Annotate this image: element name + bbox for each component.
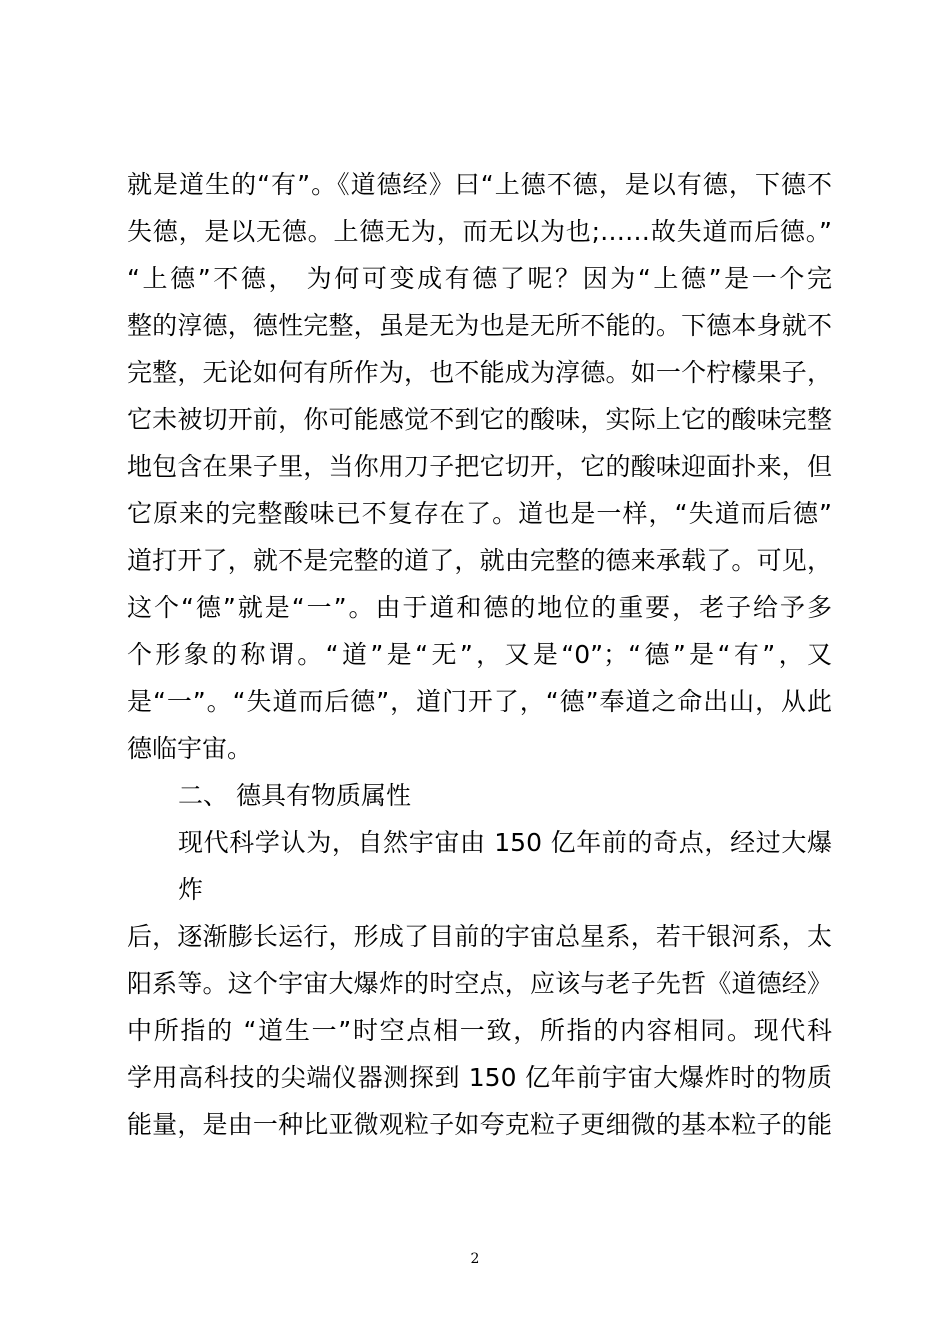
text-line: 完整，无论如何有所作为，也不能成为淳德。如一个柠檬果子， xyxy=(127,358,832,387)
text-line: 德临宇宙。 xyxy=(127,734,253,763)
section-heading: 二、 德具有物质属性 xyxy=(178,781,411,810)
text-line: 这个“德”就是“一”。由于道和德的地位的重要，老子给予多 xyxy=(127,593,832,622)
text-line: 中所指的 “道生一”时空点相一致，所指的内容相同。现代科 xyxy=(127,1016,832,1045)
page-number: 2 xyxy=(470,1251,480,1267)
text-line: 炸 xyxy=(178,875,204,904)
text-line: 地包含在果子里，当你用刀子把它切开，它的酸味迎面扑来，但 xyxy=(127,452,832,481)
text-line: 个形象的称谓。“道”是“无”，又是“0”；“德”是“有”，又 xyxy=(127,640,832,669)
text-line: 学用高科技的尖端仪器测探到 150 亿年前宇宙大爆炸时的物质 xyxy=(127,1063,832,1092)
text-line: 是“一”。“失道而后德”，道门开了，“德”奉道之命出山，从此 xyxy=(127,687,832,716)
text-line: 阳系等。这个宇宙大爆炸的时空点，应该与老子先哲《道德经》 xyxy=(127,969,832,998)
text-line: 整的淳德，德性完整，虽是无为也是无所不能的。下德本身就不 xyxy=(127,311,832,340)
text-line: 它未被切开前，你可能感觉不到它的酸味，实际上它的酸味完整 xyxy=(127,405,832,434)
text-line: 失德，是以无德。上德无为，而无以为也;……故失道而后德。” xyxy=(127,217,832,246)
text-line: “上德”不德， 为何可变成有德了呢？因为“上德”是一个完 xyxy=(127,264,832,293)
text-line: 后，逐渐膨长运行，形成了目前的宇宙总星系，若干银河系，太 xyxy=(127,922,832,951)
text-line: 就是道生的“有”。《道德经》曰“上德不德，是以有德，下德不 xyxy=(127,170,832,199)
text-line: 它原来的完整酸味已不复存在了。道也是一样，“失道而后德” xyxy=(127,499,832,528)
text-line: 现代科学认为，自然宇宙由 150 亿年前的奇点，经过大爆 xyxy=(178,828,832,857)
text-line: 道打开了，就不是完整的道了，就由完整的德来承载了。可见， xyxy=(127,546,832,575)
text-line: 能量，是由一种比亚微观粒子如夸克粒子更细微的基本粒子的能 xyxy=(127,1110,832,1139)
